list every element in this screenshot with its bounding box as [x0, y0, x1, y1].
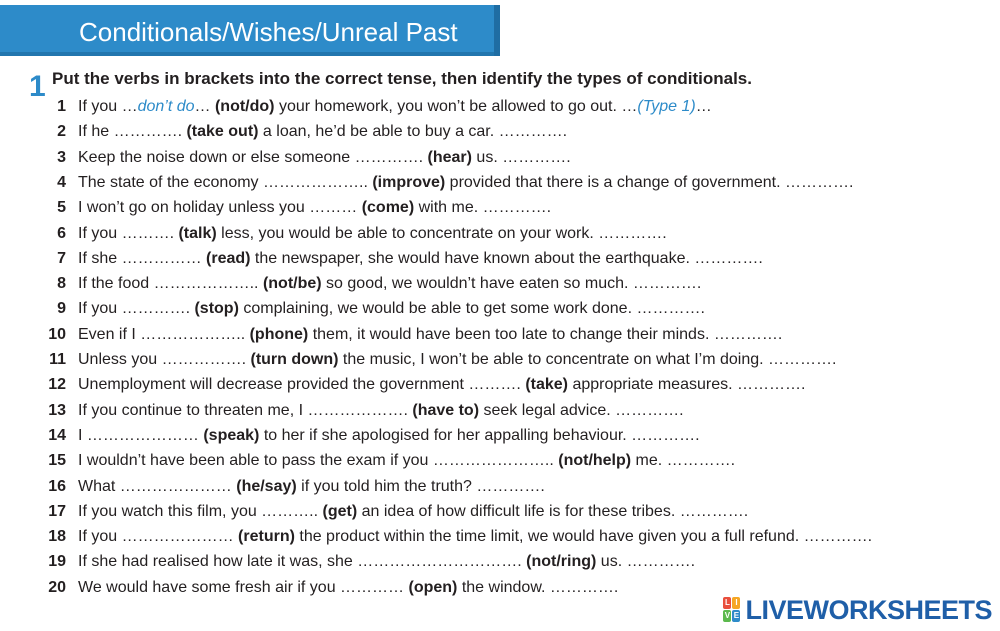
- sentence-start: If you …: [78, 98, 138, 115]
- verb-prompt: (return): [238, 528, 295, 546]
- sentence-start: If she had realised how late it was, she ………………………….: [78, 553, 527, 571]
- sentence-end: the product within the time limit, we would have given you a full refund. ………….: [294, 528, 873, 546]
- liveworksheets-logo: [723, 595, 992, 625]
- sentence-start: I …………………: [78, 426, 204, 444]
- verb-prompt: (come): [361, 199, 415, 217]
- item-number: 13: [48, 401, 66, 419]
- verb-prompt: (not/be): [262, 275, 322, 293]
- item-sentence: [78, 324, 782, 346]
- item-sentence: [78, 551, 695, 573]
- sentence-end: your homework, you won’t be allowed to go out. …: [274, 98, 638, 115]
- sentence-start: If he ………….: [78, 123, 187, 141]
- sentence-start: If you watch this film, you ………..: [78, 502, 323, 520]
- verb-prompt: (turn down): [250, 351, 339, 368]
- verb-prompt: (improve): [372, 173, 446, 191]
- verb-prompt: (read): [206, 249, 251, 267]
- item-sentence: [78, 501, 748, 523]
- exercise-instruction: Put the verbs in brackets into the correct tense, then identify the types of conditionals.: [52, 69, 752, 88]
- sentence-start: If you ……….: [78, 224, 179, 242]
- title-banner: [0, 5, 500, 56]
- verb-prompt: (speak): [203, 426, 260, 444]
- item-number: 3: [57, 148, 66, 166]
- sentence-end: so good, we wouldn’t have eaten so much. ………….: [321, 275, 702, 293]
- item-number: 20: [48, 578, 66, 596]
- sentence-start: Keep the noise down or else someone ………….: [78, 148, 428, 166]
- item-sentence: [78, 400, 684, 422]
- item-sentence: [78, 96, 712, 118]
- sentence-end: with me. ………….: [414, 199, 552, 217]
- sentence-start: If you ………….: [78, 300, 195, 318]
- verb-prompt: (open): [408, 578, 458, 596]
- sentence-end: seek legal advice. ………….: [479, 401, 684, 419]
- logo-text: LIVEWORKSHEETS: [745, 594, 992, 625]
- sentence-end: the newspaper, she would have known about the earthquake. ………….: [250, 249, 763, 267]
- sentence-end: less, you would be able to concentrate on your work. ………….: [216, 224, 667, 242]
- type-gap: …: [695, 98, 712, 115]
- item-number: 18: [48, 528, 66, 546]
- sentence-end: the music, I won’t be able to concentrate on what I’m doing. ………….: [338, 351, 837, 368]
- item-number: 4: [57, 173, 66, 191]
- item-sentence: [78, 121, 567, 143]
- item-sentence: [78, 577, 618, 599]
- sentence-start: If you continue to threaten me, I ……………….: [78, 401, 413, 419]
- sentence-end: us. ………….: [596, 553, 696, 571]
- sentence-end: us. ………….: [471, 148, 571, 166]
- sentence-start: If she ……………: [78, 249, 207, 267]
- sentence-end: a loan, he’d be able to buy a car. ………….: [258, 123, 568, 141]
- verb-prompt: (he/say): [236, 477, 297, 495]
- sentence-start: What …………………: [78, 477, 237, 495]
- sentence-start: Even if I ………………..: [78, 325, 250, 343]
- sentence-start: We would have some fresh air if you …………: [78, 578, 409, 596]
- sentence-end: provided that there is a change of government. ………….: [445, 173, 854, 191]
- item-sentence: [78, 450, 735, 472]
- item-sentence: [78, 223, 667, 245]
- sentence-start: I wouldn’t have been able to pass the exam if you …………………..: [78, 452, 559, 470]
- verb-prompt: (hear): [427, 148, 472, 166]
- item-sentence: [78, 147, 571, 169]
- sentence-end: an idea of how difficult life is for these tribes. ………….: [357, 502, 749, 520]
- item-number: 8: [57, 275, 66, 293]
- item-sentence: [78, 248, 763, 270]
- verb-prompt: (talk): [178, 224, 217, 242]
- sentence-gap: …: [194, 98, 215, 115]
- item-number: 5: [57, 199, 66, 217]
- logo-badge-icon: L I V E: [724, 598, 740, 620]
- sentence-start: The state of the economy ………………..: [78, 173, 373, 191]
- item-sentence: [78, 298, 705, 320]
- sentence-start: Unless you …………….: [78, 351, 251, 368]
- item-number: 15: [48, 452, 66, 470]
- verb-prompt: (phone): [249, 325, 309, 343]
- item-sentence: [78, 374, 805, 396]
- verb-prompt: (not/do): [214, 98, 275, 115]
- item-number: 11: [49, 351, 66, 368]
- sentence-end: to her if she apologised for her appalling behaviour. ………….: [259, 426, 700, 444]
- item-number: 16: [48, 477, 66, 495]
- verb-prompt: (stop): [194, 300, 239, 318]
- item-sentence: [78, 273, 701, 295]
- item-number: 12: [48, 376, 66, 394]
- verb-prompt: (get): [322, 502, 358, 520]
- sentence-start: If you …………………: [78, 528, 239, 546]
- sentence-end: them, it would have been too late to change their minds. ………….: [308, 325, 783, 343]
- item-number: 2: [57, 123, 66, 141]
- item-number: 10: [48, 325, 66, 343]
- sentence-end: appropriate measures. ………….: [568, 376, 806, 394]
- section-number: 1: [29, 70, 46, 103]
- item-sentence: [78, 476, 545, 498]
- verb-prompt: (take): [525, 376, 568, 394]
- sentence-end: complaining, we would be able to get some work done. ………….: [238, 300, 705, 318]
- title-banner-accent: [494, 5, 500, 56]
- sentence-start: I won’t go on holiday unless you ………: [78, 199, 362, 217]
- example-answer: don’t do: [137, 98, 195, 115]
- sentence-end: me. ………….: [631, 452, 736, 470]
- item-number: 14: [48, 426, 66, 444]
- item-number: 19: [48, 553, 66, 571]
- item-number: 9: [57, 300, 66, 318]
- page-title: Conditionals/Wishes/Unreal Past: [79, 17, 458, 47]
- sentence-start: Unemployment will decrease provided the government ……….: [78, 376, 526, 394]
- example-type-answer: (Type 1): [637, 98, 696, 115]
- sentence-end: if you told him the truth? ………….: [296, 477, 545, 495]
- item-number: 6: [57, 224, 66, 242]
- sentence-end: the window. ………….: [457, 578, 619, 596]
- sentence-start: If the food ………………..: [78, 275, 263, 293]
- item-number: 7: [57, 249, 66, 267]
- item-sentence: [78, 197, 551, 219]
- verb-prompt: (not/ring): [526, 553, 597, 571]
- item-number: 1: [57, 98, 66, 115]
- item-sentence: [78, 349, 836, 371]
- item-sentence: [78, 172, 853, 194]
- verb-prompt: (have to): [412, 401, 480, 419]
- item-sentence: [78, 425, 700, 447]
- verb-prompt: (take out): [186, 123, 259, 141]
- verb-prompt: (not/help): [558, 452, 632, 470]
- item-number: 17: [48, 502, 66, 520]
- item-sentence: [78, 526, 872, 548]
